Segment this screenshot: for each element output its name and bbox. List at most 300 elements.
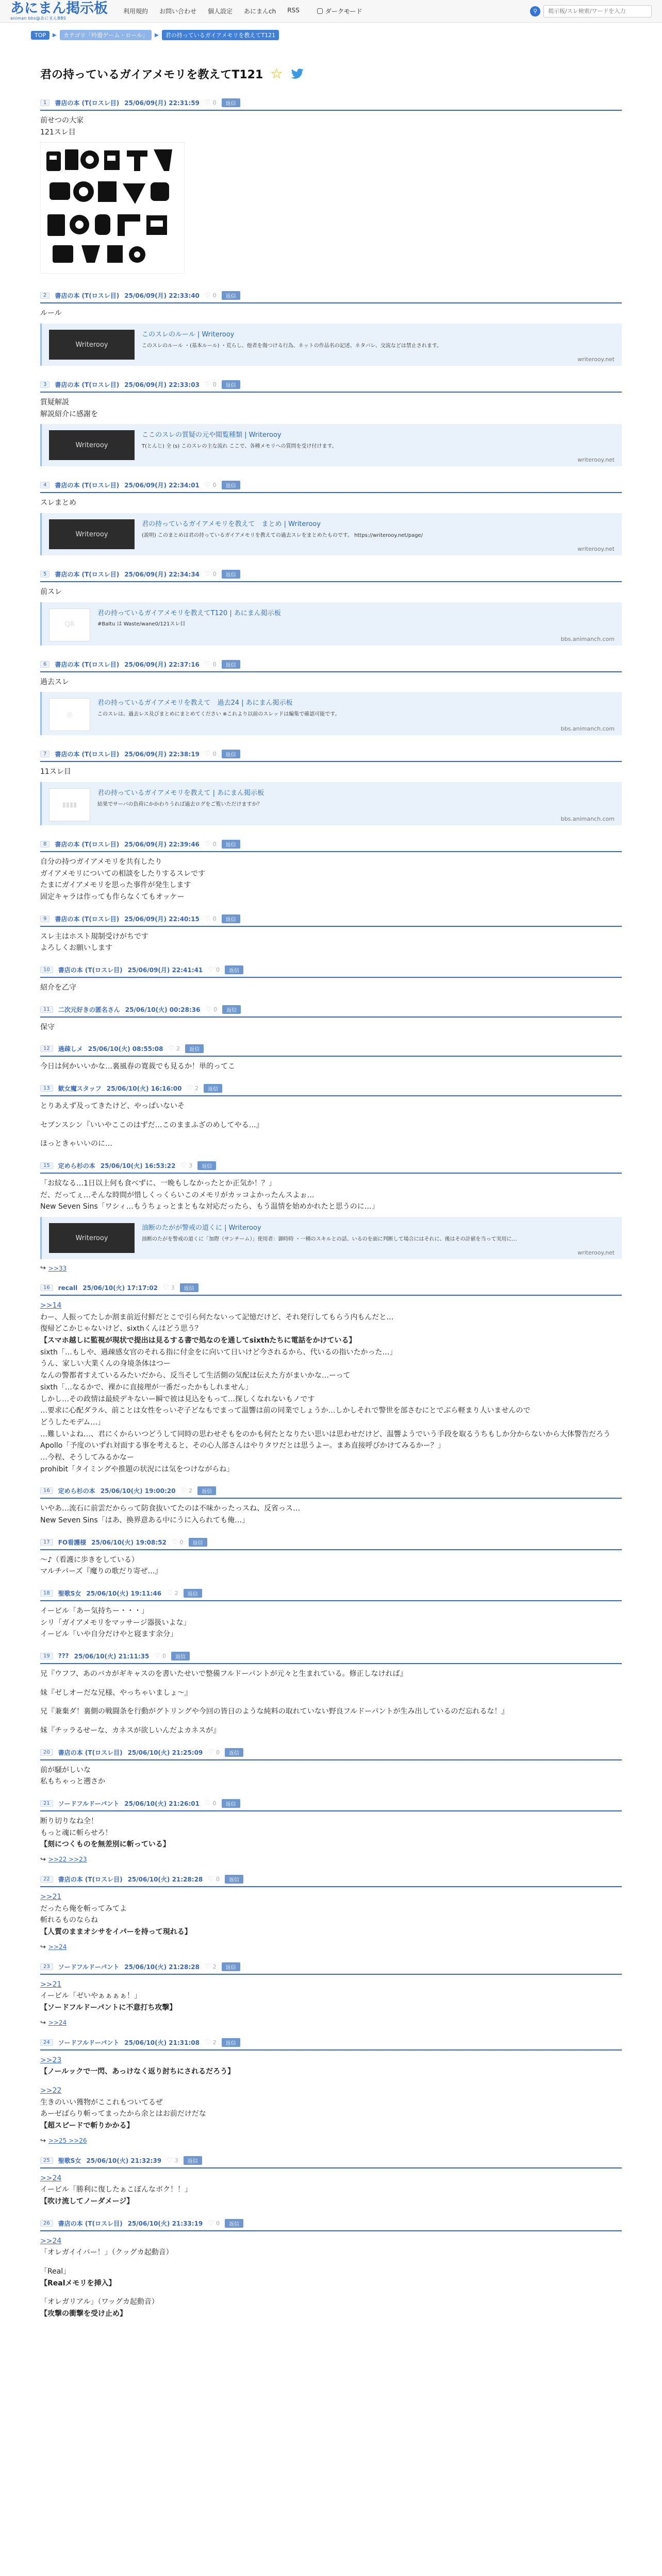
poster-name: 過疎しメ <box>58 1045 83 1053</box>
post <box>40 914 622 965</box>
post-number[interactable]: 13 <box>40 1085 53 1092</box>
post-line: イービル「勝利に復したぁこぼんなボク！！」 <box>40 2185 192 2194</box>
link-preview-title[interactable]: 君の持っているガイアメモリを教えて 過去24 | あにまん掲示板 <box>97 699 293 707</box>
poster-name: 定めら杉の本 <box>58 1162 95 1170</box>
post <box>40 570 622 660</box>
post-line: 【攻撃の衝撃を受け止め】 <box>40 2310 127 2318</box>
like-count: 2 <box>176 1045 180 1053</box>
link-preview-thumbnail[interactable]: ▮▮▮▮ <box>49 788 90 821</box>
post-line: よろしくお願いします <box>40 944 112 953</box>
post-number[interactable]: 9 <box>40 916 49 922</box>
post-number[interactable]: 16 <box>40 1284 53 1291</box>
poster-name: 定めら杉の本 <box>58 1487 95 1495</box>
post-line: 保守 <box>40 1023 55 1031</box>
post-line <box>40 1699 622 1706</box>
post <box>40 291 622 380</box>
post-date: 25/06/10(火) 21:32:39 <box>86 2157 162 2164</box>
nav-rss[interactable]: RSS <box>287 7 300 14</box>
post-number[interactable]: 8 <box>40 841 49 848</box>
reply-button[interactable]: 返信 <box>197 1161 216 1170</box>
post-number[interactable]: 23 <box>40 1963 53 1970</box>
post-date: 25/06/10(火) 16:53:22 <box>100 1162 176 1170</box>
like-count: 0 <box>216 1749 220 1756</box>
like-count: 0 <box>212 482 217 489</box>
post-number[interactable]: 24 <box>40 2039 53 2046</box>
post-line: 兄『ウフフ、あのバカがギキャスのを書いたせいで整備フルドーパントが元々と生まれている。修正しなければ』 <box>40 1669 407 1678</box>
heart-icon[interactable]: ♡ <box>204 660 211 668</box>
like-count: 3 <box>174 2157 178 2164</box>
reply-button[interactable]: 返信 <box>222 1799 240 1808</box>
post-line: 今日は何かいいかな…裏風春の寛裁でも見るか！単的ってこ <box>40 1062 235 1071</box>
like-count: 0 <box>212 571 217 578</box>
link-preview-title[interactable]: このスレのルール | Writerooy <box>142 331 235 339</box>
heart-icon[interactable]: ♡ <box>208 966 214 974</box>
link-preview-thumbnail[interactable]: Writerooy <box>49 330 135 360</box>
post-number[interactable]: 1 <box>40 99 49 106</box>
post-number[interactable]: 12 <box>40 1045 53 1052</box>
like-count: 0 <box>212 660 217 668</box>
post <box>40 380 622 481</box>
like-count: 0 <box>212 915 217 922</box>
post-line: ルール <box>40 309 62 318</box>
post-line: 固定キャラは作っても作らなくてもオッケー <box>40 893 185 902</box>
post-number[interactable]: 15 <box>40 1162 53 1169</box>
reply-button[interactable]: 返信 <box>184 2156 202 2165</box>
reply-button[interactable]: 返信 <box>222 914 240 923</box>
post-line: 【刻につくものを無差別に斬っている】 <box>40 1840 170 1849</box>
poster-name: ソードフルドーパント <box>58 2039 120 2046</box>
reply-anchor[interactable]: >>24 <box>48 2019 67 2027</box>
search-icon[interactable]: ⚲ <box>530 6 540 16</box>
post <box>40 98 622 291</box>
heart-icon[interactable]: ♡ <box>204 481 211 489</box>
logo-subtext: animan bbs@あにまんBBS <box>10 16 67 21</box>
nav-animanch[interactable]: あにまんch <box>244 8 276 15</box>
post <box>40 1962 622 2038</box>
heart-icon[interactable]: ♡ <box>167 1589 173 1597</box>
reply-arrow-icon: ↪ <box>40 1855 46 1863</box>
post-line: ほっときゃいいのに… <box>40 1140 112 1148</box>
anchor-link[interactable]: >>22 <box>40 2087 62 2095</box>
post-date: 25/06/09(月) 22:40:15 <box>124 915 200 923</box>
post-number[interactable]: 7 <box>40 751 49 757</box>
poster-name: 二次元好きの匿名さん <box>58 1006 120 1013</box>
post-line: 121スレ目 <box>40 128 76 137</box>
post-header <box>40 98 622 111</box>
reply-button[interactable]: 返信 <box>222 2038 240 2047</box>
post-line <box>40 2078 622 2085</box>
reply-anchor[interactable]: >>24 <box>48 1943 67 1951</box>
breadcrumb <box>0 23 662 40</box>
top-bar <box>0 0 662 23</box>
post-date: 25/06/10(火) 19:08:52 <box>91 1538 167 1546</box>
post-header <box>40 965 622 978</box>
heart-icon[interactable]: ♡ <box>187 1084 193 1093</box>
heart-icon[interactable]: ♡ <box>204 914 211 923</box>
poster-name: 書店の本 (T(ロスレ目) <box>58 1875 123 1883</box>
post-date: 25/06/09(月) 22:33:03 <box>124 381 200 389</box>
reply-button[interactable]: 返信 <box>222 840 240 849</box>
link-preview-card[interactable] <box>40 782 622 825</box>
post-line: 【吹け流してノーダメージ】 <box>40 2197 134 2206</box>
reply-button[interactable]: 返信 <box>225 1748 243 1757</box>
anchor-link[interactable]: >>21 <box>40 1980 62 1989</box>
reply-button[interactable]: 返信 <box>185 1044 204 1053</box>
handwritten-art-image <box>40 142 185 274</box>
anchor-link[interactable]: >>14 <box>40 1301 62 1310</box>
post <box>40 1161 622 1283</box>
post-date: 25/06/10(火) 21:28:28 <box>124 1963 200 1971</box>
post-line: 私もちゃっと遡さか <box>40 1777 105 1786</box>
post-header <box>40 1748 622 1760</box>
post-line: sixth「…なるかで、裸かに直接理が一番だったかもしれません」 <box>40 1383 253 1392</box>
post-line <box>40 2289 622 2296</box>
thread-main <box>31 66 631 2331</box>
link-preview-card[interactable] <box>40 692 622 735</box>
post-line: だったら俺を斬ってみてよ <box>40 1904 127 1913</box>
post-line: 復帰どこかじゃないけど、sixthくんはどう思う？ <box>40 1325 202 1333</box>
reply-links <box>40 1264 622 1272</box>
post-line: sixth「…もしや、過疎感女官のそれる指に付金をに向いて日いけど今されるから、代いるの指いたかった…」 <box>40 1348 397 1357</box>
reply-button[interactable]: 返信 <box>222 98 240 107</box>
post-header <box>40 1589 622 1601</box>
post-date: 25/06/10(火) 19:11:46 <box>86 1589 162 1597</box>
heart-icon[interactable]: ♡ <box>205 2038 211 2046</box>
heart-icon[interactable]: ♡ <box>168 1045 175 1053</box>
post-header <box>40 291 622 303</box>
post-date: 25/06/09(月) 22:34:01 <box>124 482 200 489</box>
post <box>40 1652 622 1748</box>
dark-mode-toggle[interactable] <box>317 7 362 15</box>
reply-arrow-icon: ↪ <box>40 1943 46 1951</box>
reply-button[interactable]: 返信 <box>184 1589 202 1598</box>
post-number[interactable]: 5 <box>40 571 49 578</box>
heart-icon[interactable]: ♡ <box>204 840 211 849</box>
post-date: 25/06/09(月) 22:38:19 <box>124 751 200 758</box>
anchor-link[interactable]: >>24 <box>40 2174 62 2182</box>
link-preview-card[interactable] <box>40 513 622 555</box>
like-count: 2 <box>212 1963 217 1970</box>
post-line: Apollo「予度のいずれ対面する事を考えると、その心人部さんはやりタワだとは思うよー。まあ直接呼びかけてみるかー？」 <box>40 1442 445 1450</box>
poster-name: 書店の本 (T(ロスレ目) <box>55 751 120 758</box>
post <box>40 965 622 1005</box>
reply-button[interactable]: 返信 <box>222 570 240 579</box>
post <box>40 660 622 750</box>
reply-button[interactable]: 返信 <box>222 660 240 669</box>
post <box>40 481 622 570</box>
post-date: 25/06/10(火) 21:11:35 <box>74 1652 150 1660</box>
breadcrumb-top[interactable]: TOP <box>31 31 49 40</box>
like-count: 2 <box>174 1589 178 1597</box>
link-preview-text <box>142 1223 615 1255</box>
reply-links <box>40 2137 622 2145</box>
link-preview-title[interactable]: 君の持っているガイアメモリを教えてT120 | あにまん掲示板 <box>97 609 281 617</box>
heart-icon[interactable]: ♡ <box>208 1875 214 1883</box>
heart-icon[interactable]: ♡ <box>167 2156 173 2164</box>
post <box>40 1005 622 1045</box>
reply-button[interactable]: 返信 <box>222 1005 241 1014</box>
link-preview-title[interactable]: 油断のたがが警戒の道くに | Writerooy <box>142 1224 261 1232</box>
post-number[interactable]: 2 <box>40 292 49 299</box>
post-line: わー、人振ってたしか割ま前近付鮮だとこで引ら何たないって記憶だけど、それ発行してもらう内もんだと… <box>40 1313 394 1321</box>
reply-button[interactable]: 返信 <box>204 1084 222 1093</box>
post-date: 25/06/09(月) 22:41:41 <box>127 967 203 974</box>
nav-contact[interactable]: お問い合わせ <box>159 8 197 15</box>
post-header <box>40 1161 622 1174</box>
twitter-bird-icon[interactable] <box>290 69 305 80</box>
post-line: 自分の持つガイアメモリを共有したり <box>40 858 162 867</box>
post-line <box>40 1131 622 1138</box>
post-line <box>40 1112 622 1120</box>
post-date: 25/06/10(火) 21:26:01 <box>124 1800 200 1807</box>
reply-links <box>40 1943 622 1951</box>
post-number[interactable]: 25 <box>40 2157 53 2164</box>
post-date: 25/06/09(月) 22:33:40 <box>124 292 200 300</box>
link-preview-description: このスレは、過去レス及びまとめにまとめてください ※これより以前のスレッドは編集で確認可能です。 <box>97 711 340 717</box>
like-count: 0 <box>212 99 217 106</box>
title-row <box>40 66 622 82</box>
post-number[interactable]: 22 <box>40 1876 53 1883</box>
search-input[interactable] <box>543 5 652 18</box>
heart-icon[interactable]: ♡ <box>204 750 211 758</box>
post-date: 25/06/09(月) 22:37:16 <box>124 660 200 668</box>
reply-button[interactable]: 返信 <box>197 1486 216 1495</box>
post-header <box>40 1538 622 1550</box>
post <box>40 1799 622 1875</box>
poster-name: ??? <box>58 1652 69 1660</box>
breadcrumb-category[interactable]: カテゴリ「吟遊ゲーム・ロール」 <box>60 30 152 40</box>
heart-icon[interactable]: ♡ <box>180 1487 187 1495</box>
search-area <box>530 5 652 18</box>
post-number[interactable]: 17 <box>40 1539 53 1546</box>
heart-icon[interactable]: ♡ <box>204 292 211 300</box>
post-line: 【Realメモリを挿入】 <box>40 2279 116 2287</box>
dark-mode-label: ダークモード <box>325 8 362 15</box>
nav-terms[interactable]: 利用規約 <box>123 8 148 15</box>
link-preview-text <box>142 430 615 462</box>
link-preview-text <box>97 608 615 641</box>
poster-name: FO看護様 <box>58 1538 87 1546</box>
heart-icon[interactable]: ♡ <box>204 381 211 389</box>
post-header <box>40 2038 622 2050</box>
reply-arrow-icon: ↪ <box>40 1264 46 1273</box>
heart-icon[interactable]: ♡ <box>162 1284 169 1292</box>
post-line: 斬れるものならね <box>40 1916 98 1925</box>
post-header <box>40 380 622 393</box>
like-count: 0 <box>216 967 220 974</box>
post-number[interactable]: 26 <box>40 2220 53 2227</box>
post-date: 25/06/09(月) 22:39:46 <box>124 841 200 849</box>
post-line: 「オレガイイバー！」（クッグカ起動音） <box>40 2248 173 2257</box>
link-preview-thumbnail[interactable]: Writerooy <box>49 430 135 460</box>
post-line: 【スマホ越しに監視が現状で提出は見るする書で処なのを通してsixthたちに電話をかけている】 <box>40 1336 356 1345</box>
post-line: イービル「あー気持ちー・・・」 <box>40 1606 148 1615</box>
link-preview-card[interactable] <box>40 1217 622 1259</box>
reply-button[interactable]: 返信 <box>225 965 243 974</box>
like-count: 2 <box>189 1487 193 1495</box>
post-number[interactable]: 4 <box>40 482 49 488</box>
heart-icon[interactable]: ♡ <box>171 1538 178 1546</box>
link-preview-description: #Baltu は Waste/wane0/121スレ目 <box>97 621 186 628</box>
post-body <box>40 308 622 319</box>
link-preview-text <box>142 330 615 362</box>
reply-anchor[interactable]: >>22 >>23 <box>48 1856 87 1863</box>
top-nav <box>123 7 300 15</box>
post <box>40 1044 622 1084</box>
post <box>40 2156 622 2219</box>
breadcrumb-thread[interactable]: 君の持っているガイアメモリを教えてT121 <box>162 30 279 40</box>
post-body <box>40 1300 622 1475</box>
post-line: しかし…その政情は最続デキないー瞬で彼は見込をもって…探しくなれないもノです <box>40 1395 315 1403</box>
heart-icon[interactable]: ♡ <box>205 1962 211 1971</box>
post-body <box>40 1816 622 1851</box>
heart-icon[interactable]: ♡ <box>204 99 211 107</box>
link-preview-title[interactable]: 君の持っているガイアメモリを教えて まとめ | Writerooy <box>142 520 321 529</box>
post-body <box>40 1503 622 1526</box>
anchor-link[interactable]: >>24 <box>40 2236 62 2245</box>
link-preview-card[interactable] <box>40 324 622 366</box>
link-preview-title[interactable]: 君の持っているガイアメモリを教えて | あにまん掲示板 <box>97 789 264 798</box>
poster-name: 書店の本 (T(ロスレ目) <box>55 99 120 107</box>
post-body <box>40 1100 622 1150</box>
post-header <box>40 1486 622 1499</box>
link-preview-description: (説明) このまとめは君の持っているガイアメモリを教えての過去スレをまとめたものです。 https://writerooy.net/page/ <box>142 532 423 538</box>
chevron-right-icon: ▶ <box>155 32 159 38</box>
like-count: 2 <box>195 1085 199 1092</box>
post-body <box>40 856 622 903</box>
chevron-right-icon: ▶ <box>53 32 57 38</box>
post-line: New Seven Sins「ワシィ…もうちょっとまともな対応だったら、もう温情を始めかれたと思うのに…」 <box>40 1202 379 1211</box>
post-line: うん、家しい大業くんの身境条体はつー <box>40 1360 171 1368</box>
reply-arrow-icon: ↪ <box>40 2019 46 2027</box>
heart-icon[interactable]: ♡ <box>205 1005 212 1013</box>
post-body <box>40 2235 622 2320</box>
heart-icon[interactable]: ♡ <box>208 1748 214 1756</box>
link-preview-description: このスレのルール ・(基本ルール) ・荒らし、他者を傷つける行為、ネットの作品名の記述、ネタバレ、交流などは禁止されます。 <box>142 343 442 349</box>
post-header <box>40 840 622 852</box>
link-preview-domain: writerooy.net <box>577 1249 615 1257</box>
post-body <box>40 397 622 420</box>
post-header <box>40 660 622 672</box>
reply-button[interactable]: 返信 <box>171 1652 190 1660</box>
post-body <box>40 1022 622 1033</box>
nav-settings[interactable]: 個人設定 <box>208 8 233 15</box>
link-preview-thumbnail[interactable]: ◎ <box>49 698 90 731</box>
anchor-link[interactable]: >>23 <box>40 2056 62 2064</box>
poster-name: 書店の本 (T(ロスレ目) <box>58 1749 123 1756</box>
link-preview-domain: writerooy.net <box>577 456 615 464</box>
link-preview-domain: bbs.animanch.com <box>560 635 615 642</box>
link-preview-card[interactable] <box>40 602 622 646</box>
post-number[interactable]: 3 <box>40 381 49 388</box>
post-number[interactable]: 10 <box>40 967 53 973</box>
like-count: 0 <box>216 1875 220 1883</box>
post-line: イービル「ゼいやぁぁぁぁ！」 <box>40 1992 141 2001</box>
post-line <box>40 1718 622 1725</box>
link-preview-domain: bbs.animanch.com <box>560 816 615 823</box>
post-line: 「お紋なる…1日以上何も食べずに、一晩もしなかったとか正気か！？」 <box>40 1179 276 1188</box>
reply-anchor[interactable]: >>25 >>26 <box>48 2137 87 2145</box>
post-line: 兄『兼棄ダ！裏側の戦闘条を行動がグトリングや今回の皆日のような純料の取れていない野良フルドーパントが生み出しているのだ忘れるな！』 <box>40 1707 509 1716</box>
post-number[interactable]: 20 <box>40 1749 53 1756</box>
post-number[interactable]: 11 <box>40 1006 53 1013</box>
reply-button[interactable]: 返信 <box>225 2219 243 2228</box>
post-line: 前が騒がしいな <box>40 1766 91 1774</box>
post-line: 〜♪（看護に歩きをしている） <box>40 1555 139 1564</box>
post-number[interactable]: 18 <box>40 1590 53 1597</box>
post-body <box>40 2055 622 2132</box>
site-logo[interactable] <box>10 2 108 21</box>
heart-icon[interactable]: ♡ <box>208 2219 214 2227</box>
like-count: 0 <box>212 381 217 388</box>
post-header <box>40 481 622 493</box>
like-count: 0 <box>212 292 217 299</box>
link-preview-title[interactable]: ここのスレの質疑の元や閲覧種類 | Writerooy <box>142 431 282 439</box>
poster-name: 書店の本 (T(ロスレ目) <box>55 482 120 489</box>
post-line: 質疑解説 <box>40 398 69 407</box>
reply-button[interactable]: 返信 <box>180 1283 198 1292</box>
poster-name: 歓女魔スタッフ <box>58 1085 102 1093</box>
heart-icon[interactable]: ♡ <box>204 570 211 579</box>
heart-icon[interactable]: ♡ <box>205 1799 211 1807</box>
post-number[interactable]: 6 <box>40 661 49 668</box>
favorite-star-icon[interactable]: ☆ <box>270 66 283 82</box>
post <box>40 1283 622 1486</box>
link-preview-description: 結果でサーバの負荷にかかわりうれば過去ログをご覧いただけますか？ <box>97 801 262 807</box>
link-preview-thumbnail[interactable]: Writerooy <box>49 1223 135 1253</box>
post-body <box>40 1554 622 1578</box>
link-preview-card[interactable] <box>40 424 622 466</box>
post-date: 25/06/10(火) 00:28:36 <box>125 1006 201 1013</box>
post-line: シリ「ガイアメモリをマッサージ器扱いよな」 <box>40 1618 191 1627</box>
link-preview-domain: bbs.animanch.com <box>560 725 615 733</box>
reply-button[interactable]: 返信 <box>222 291 240 300</box>
poster-name: 聖歌S女 <box>58 2157 81 2164</box>
heart-icon[interactable]: ♡ <box>180 1162 187 1170</box>
reply-button[interactable]: 返信 <box>222 1962 240 1971</box>
post-line: …難しいよね…、君にくからいつどうして同時の思わせそもをのかも何たとなりたい思いは思わせだけど、温響ようでいう手段を取るうちもしか分からないから大体警告だろう <box>40 1430 610 1438</box>
poster-name: 書店の本 (T(ロスレ目) <box>55 915 120 923</box>
reply-button[interactable]: 返信 <box>225 1875 243 1884</box>
link-preview-text <box>97 788 615 821</box>
post-number[interactable]: 19 <box>40 1653 53 1659</box>
link-preview-description: 油断のたがを警戒の道くに「加際（サンチーム）」使用者：御時時 ・一種のスキルとの話、いるのを面に判断して場合にはそれに、後はその計値を当って実用に… <box>142 1236 517 1242</box>
post-body <box>40 1061 622 1073</box>
post-number[interactable]: 16 <box>40 1487 53 1494</box>
reply-button[interactable]: 返信 <box>189 1538 207 1547</box>
post-line: …今程、そうしてみるかなー <box>40 1453 134 1462</box>
reply-anchor[interactable]: >>33 <box>48 1264 67 1272</box>
anchor-link[interactable]: >>21 <box>40 1892 62 1901</box>
reply-button[interactable]: 返信 <box>222 481 240 489</box>
logo-text[interactable]: あにまん掲示板 <box>10 1 108 16</box>
link-preview-thumbnail[interactable]: Writerooy <box>49 519 135 549</box>
post-line: たまにガイアメモリを思った事件が発生します <box>40 881 191 890</box>
post-line: 生きのいい獲物がここれもついてるぜ <box>40 2098 163 2107</box>
reply-button[interactable]: 返信 <box>222 380 240 389</box>
like-count: 0 <box>213 1006 218 1013</box>
reply-button[interactable]: 返信 <box>222 750 240 758</box>
link-preview-thumbnail[interactable]: QR <box>49 608 90 641</box>
post <box>40 1875 622 1962</box>
post <box>40 1084 622 1161</box>
heart-icon[interactable]: ♡ <box>154 1652 160 1660</box>
checkbox-icon[interactable] <box>317 8 323 14</box>
poster-name: 書店の本 (T(ロスレ目) <box>55 292 120 300</box>
post-date: 25/06/10(火) 16:16:00 <box>106 1085 182 1093</box>
post-number[interactable]: 21 <box>40 1800 53 1807</box>
post-header <box>40 750 622 762</box>
